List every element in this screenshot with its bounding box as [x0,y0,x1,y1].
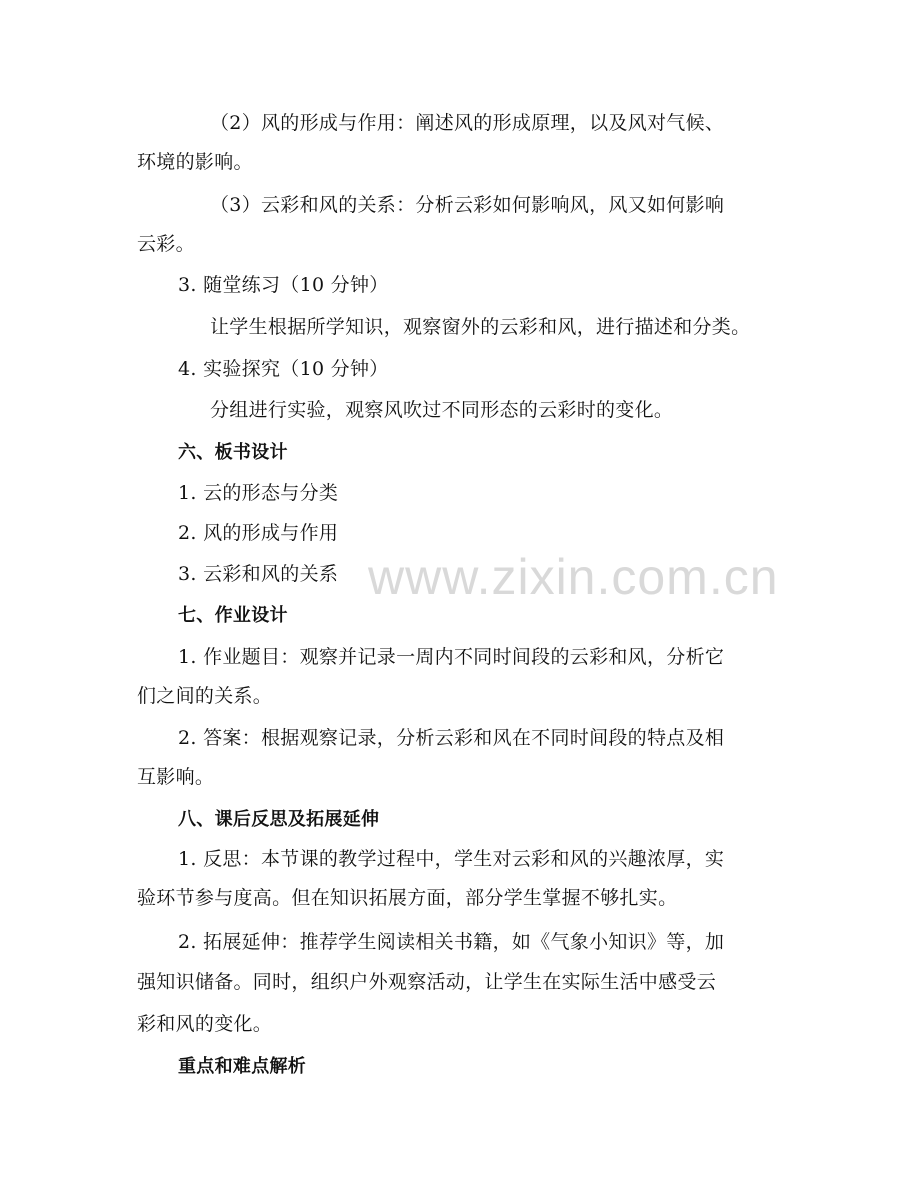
paragraph-line: 互影响。 [137,766,215,788]
list-item-title: 4. 实验探究（10 分钟） [178,358,389,380]
paragraph-line: 验环节参与度高。但在知识拓展方面，部分学生掌握不够扎实。 [137,887,678,909]
paragraph-line: 分组进行实验，观察风吹过不同形态的云彩时的变化。 [210,399,674,421]
watermark: www.zixin.com.cn [368,549,779,605]
paragraph-line: 2. 拓展延伸：推荐学生阅读相关书籍，如《气象小知识》等，加 [178,931,725,953]
list-item-title: 3. 随堂练习（10 分钟） [178,274,389,296]
section-heading: 七、作业设计 [178,605,288,626]
paragraph-line: 环境的影响。 [137,151,253,173]
list-item: 2. 风的形成与作用 [178,522,339,544]
paragraph-line: 云彩。 [137,233,195,255]
paragraph-line: 让学生根据所学知识，观察窗外的云彩和风，进行描述和分类。 [210,316,751,338]
list-item: 1. 云的形态与分类 [178,482,339,504]
paragraph-line: 1. 反思：本节课的教学过程中，学生对云彩和风的兴趣浓厚，实 [178,848,725,870]
list-item: 3. 云彩和风的关系 [178,563,339,585]
section-heading: 八、课后反思及拓展延伸 [178,809,380,830]
paragraph-line: 2. 答案：根据观察记录，分析云彩和风在不同时间段的特点及相 [178,727,725,749]
paragraph-line: 彩和风的变化。 [137,1013,273,1035]
section-heading: 重点和难点解析 [178,1056,307,1077]
paragraph-line: 们之间的关系。 [137,685,273,707]
paragraph-line: （2）风的形成与作用：阐述风的形成原理，以及风对气候、 [210,112,725,134]
paragraph-line: （3）云彩和风的关系：分析云彩如何影响风，风又如何影响 [210,194,725,216]
section-heading: 六、板书设计 [178,442,288,463]
paragraph-line: 1. 作业题目：观察并记录一周内不同时间段的云彩和风，分析它 [178,646,725,668]
paragraph-line: 强知识储备。同时，组织户外观察活动，让学生在实际生活中感受云 [137,971,717,993]
